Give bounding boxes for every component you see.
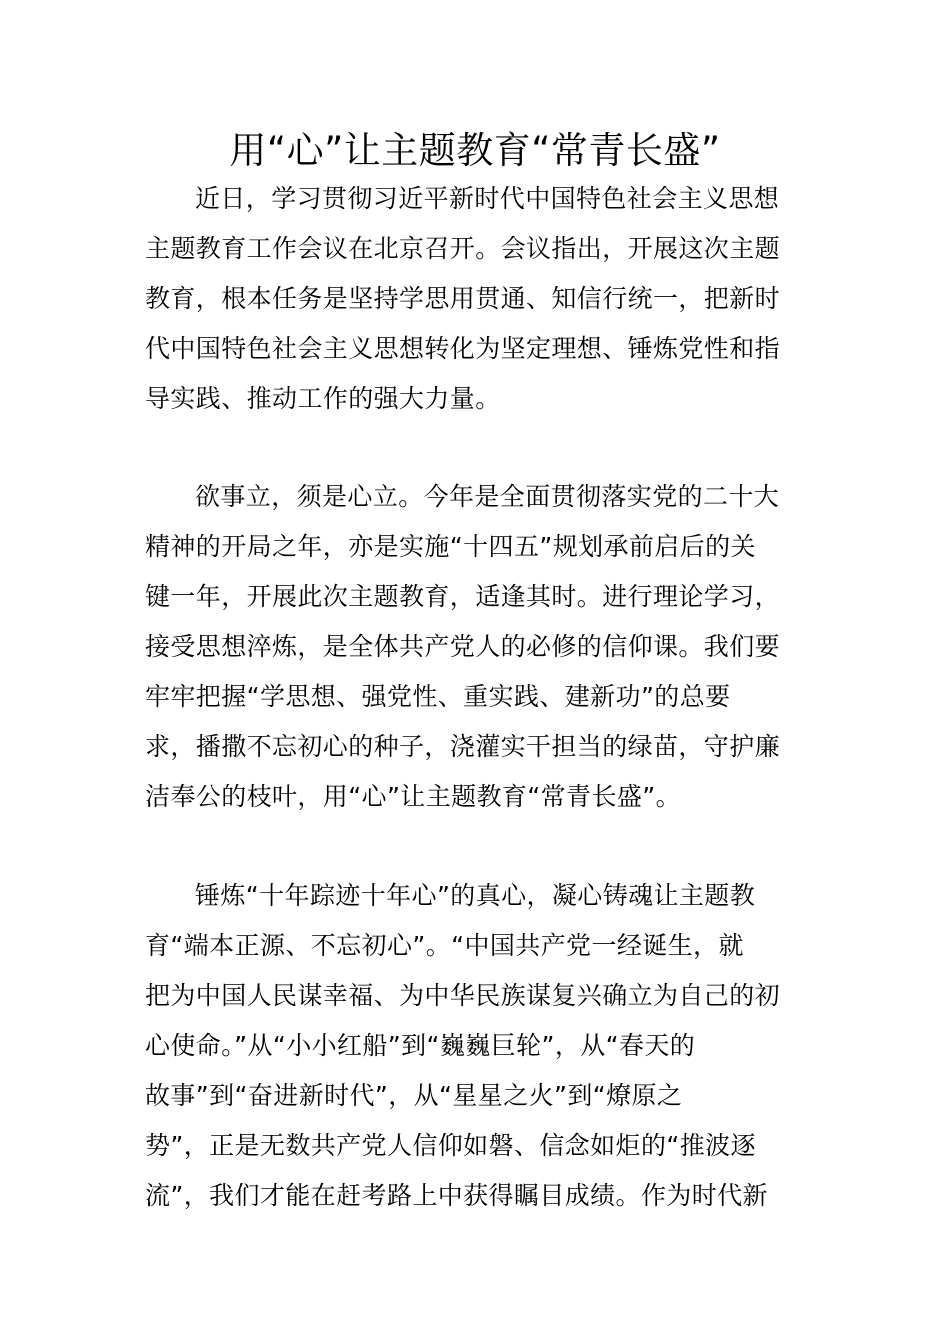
paragraph-line: 求，播撒不忘初心的种子，浇灌实干担当的绿苗，守护廉 [145,732,781,761]
paragraph-line: 势”，正是无数共产党人信仰如磐、信念如炬的“推波逐 [145,1131,756,1160]
paragraph-line: 精神的开局之年，亦是实施“十四五”规划承前启后的关 [145,532,756,561]
paragraph-line: 近日，学习贯彻习近平新时代中国特色社会主义思想 [195,184,780,213]
paragraph-line: 锤炼“十年踪迹十年心”的真心，凝心铸魂让主题教 [195,881,756,910]
paragraph-line: 牢牢把握“学思想、强党性、重实践、建新功”的总要 [145,682,731,711]
paragraph-line: 导实践、推动工作的强大力量。 [145,384,501,413]
paragraph-line: 把为中国人民谋幸福、为中华民族谋复兴确立为自己的初 [145,981,781,1010]
paragraph-line: 心使命。”从“小小红船”到“巍巍巨轮”，从“春天的 [145,1031,696,1060]
paragraph-line: 接受思想淬炼，是全体共产党人的必修的信仰课。我们要 [145,632,781,661]
paragraph-line: 键一年，开展此次主题教育，适逢其时。进行理论学习， [145,582,781,611]
paragraph-line: 主题教育工作会议在北京召开。会议指出，开展这次主题 [145,234,781,263]
paragraph-line: 教育，根本任务是坚持学思用贯通、知信行统一，把新时 [145,284,781,313]
paragraph-1 [145,174,810,424]
paragraph-line: 欲事立，须是心立。今年是全面贯彻落实党的二十大 [195,482,780,511]
paragraph-2 [145,472,810,822]
paragraph-line: 洁奉公的枝叶，用“心”让主题教育“常青长盛”。 [145,782,682,811]
paragraph-3 [145,871,810,1221]
paragraph-line: 故事”到“奋进新时代”，从“星星之火”到“燎原之 [145,1081,683,1110]
paragraph-line: 代中国特色社会主义思想转化为坚定理想、锤炼党性和指 [145,334,781,363]
document-title: 用“心”让主题教育“常青长盛” [229,129,721,172]
paragraph-line: 流”，我们才能在赶考路上中获得瞩目成绩。作为时代新 [145,1181,768,1210]
paragraph-line: 育“端本正源、不忘初心”。“中国共产党一经诞生，就 [145,931,744,960]
